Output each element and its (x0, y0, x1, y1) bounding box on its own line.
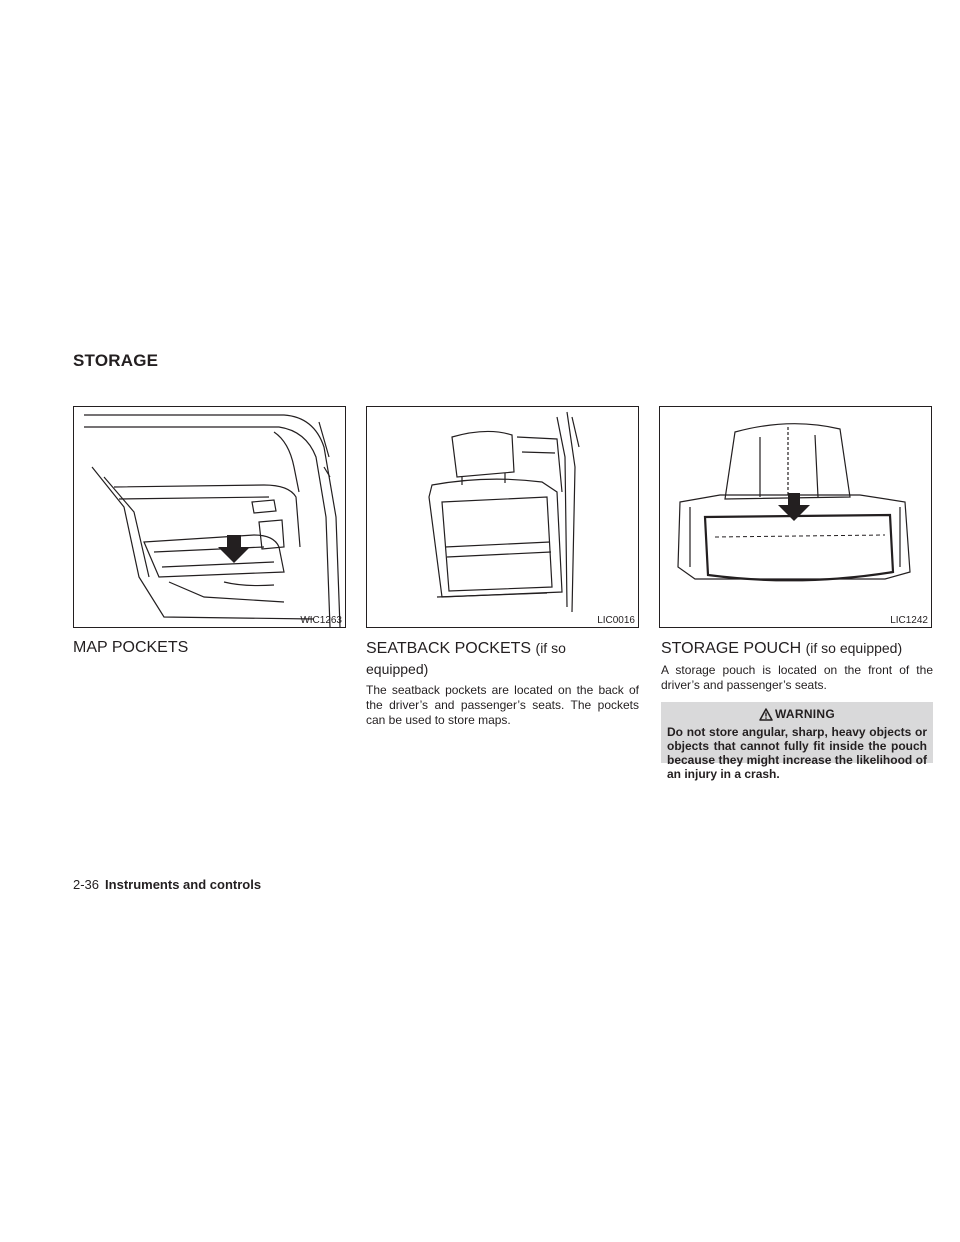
arrow-down-icon (218, 535, 250, 563)
warning-triangle-icon (759, 708, 773, 721)
door-interior-illustration (74, 407, 345, 627)
seat-front-pouch-illustration (660, 407, 931, 627)
figure-map-pockets (73, 406, 346, 628)
figure-seatback-pockets (366, 406, 639, 628)
warning-title: WARNING (774, 707, 836, 721)
heading-main: STORAGE POUCH (661, 640, 806, 657)
figure-code: WIC1263 (300, 615, 342, 626)
map-pockets-heading: MAP POCKETS (73, 639, 189, 656)
warning-title-row (667, 702, 927, 726)
seatback-pockets-text: The seatback pockets are located on the back of the driver’s and passenger’s seats. The pockets can be used to store maps. (366, 683, 639, 727)
page-number: 2-36 (73, 877, 100, 892)
seatback-pockets-heading (366, 638, 596, 680)
chapter-title: Instruments and controls (105, 877, 262, 892)
heading-qualifier: (if so equipped) (366, 640, 566, 677)
heading-main: SEATBACK POCKETS (366, 640, 536, 657)
seatback-illustration (367, 407, 638, 627)
figure-code: LIC1242 (890, 615, 928, 626)
warning-text: Do not store angular, sharp, heavy objects or objects that cannot fully fit inside the pouch because they might increase the likelihood of an injury in a crash. (667, 725, 927, 781)
heading-qualifier: (if so equipped) (805, 640, 903, 656)
figure-storage-pouch (659, 406, 932, 628)
section-title: STORAGE (73, 351, 159, 370)
figure-code: LIC0016 (597, 615, 635, 626)
warning-box (661, 702, 933, 781)
page-footer (73, 877, 261, 892)
storage-pouch-text: A storage pouch is located on the front of the driver’s and passenger’s seats. (661, 663, 933, 692)
storage-pouch-heading (661, 638, 936, 659)
